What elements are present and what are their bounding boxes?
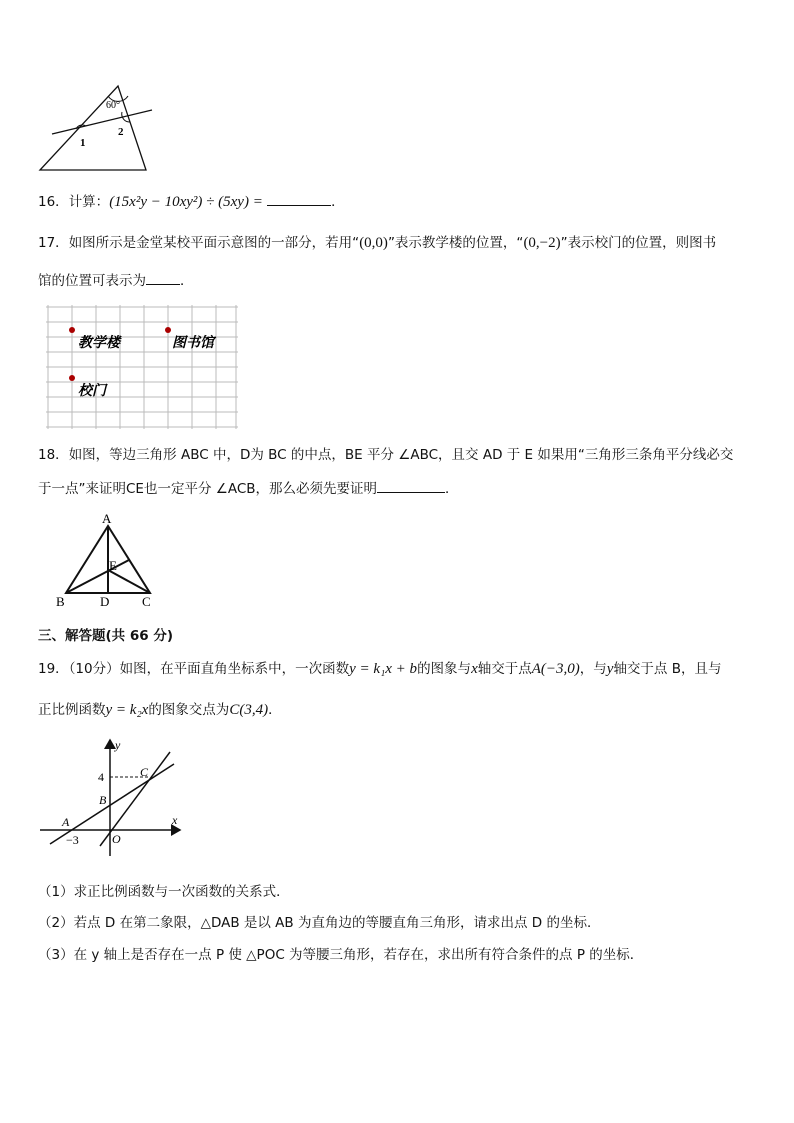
label-E: E: [109, 558, 117, 573]
angle-60-label: 60°: [106, 100, 120, 111]
q19-sub1: （1）求正比例函数与一次函数的关系式．: [38, 884, 290, 900]
point-C-label: C: [140, 765, 149, 779]
q18-line2: 于一点”来证明CE也一定平分 ∠ACB，那么必须先要证明: [38, 481, 378, 497]
y-axis-label: y: [115, 738, 121, 752]
q19-yaxis: y: [606, 661, 614, 677]
q17-text-c: ”表示校门的位置，则图书: [560, 235, 717, 251]
q16-number: 16．: [38, 194, 69, 210]
question-17-line1: [38, 233, 716, 253]
transversal-line: [52, 110, 152, 134]
teaching-building-dot: [69, 327, 75, 333]
q19-pointC: C(3,4): [229, 702, 269, 718]
q16-prefix: 计算：: [68, 194, 110, 210]
q16-suffix: ．: [331, 194, 345, 210]
section-3-title: 三、解答题(共 66 分): [38, 628, 174, 644]
question-16: [38, 191, 345, 212]
q17-number: 17．: [38, 235, 69, 251]
x-axis-label: x: [172, 813, 178, 827]
label-B: B: [56, 594, 65, 609]
q19-fn1: y = k₁x + b: [349, 661, 418, 677]
library-dot: [165, 327, 171, 333]
q17-suffix: ．: [180, 273, 194, 289]
q19-line2c: ．: [268, 702, 282, 718]
q19-points: （10分）: [68, 661, 120, 677]
label-D: D: [100, 594, 110, 609]
q19-number: 19．: [38, 661, 69, 677]
q19-line1c: 轴交于点: [477, 661, 532, 677]
question-19-line1: [38, 659, 722, 679]
q19-xaxis: x: [471, 661, 478, 677]
label-C: C: [142, 594, 151, 609]
school-gate-dot: [69, 375, 75, 381]
q16-expression: (15x²y − 10xy²) ÷ (5xy) =: [109, 194, 263, 210]
library-label: 图书馆: [172, 335, 214, 351]
q19-line2b: 的图象交点为: [148, 702, 230, 718]
q19-coordinate-graph: [38, 734, 188, 860]
q18-line1: 如图，等边三角形 ABC 中，D为 BC 的中点，BE 平分 ∠ABC，且交 AD 于 E 如果用“三角形三条角平分线必交: [68, 447, 734, 463]
q17-coord2: (0,−2): [523, 235, 561, 251]
q17-answer-blank[interactable]: [146, 270, 180, 285]
tick-neg3: −3: [66, 833, 79, 847]
map-grid: [46, 305, 238, 429]
point-B-label: B: [99, 793, 107, 807]
q19-sub3: （3）在 y 轴上是否存在一点 P 使 △POC 为等腰三角形，若存在，求出所有符合条件的点 P 的坐标．: [38, 947, 644, 963]
q19-line1a: 如图，在平面直角坐标系中，一次函数: [119, 661, 350, 677]
q17-line2: 馆的位置可表示为: [38, 273, 146, 289]
q17-campus-map: [46, 305, 240, 429]
q19-line1b: 的图象与: [417, 661, 472, 677]
q19-pointA: A(−3,0): [531, 661, 580, 677]
q19-line1e: 轴交于点 B，且与: [613, 661, 722, 677]
q17-text-b: ”表示教学楼的位置，“: [387, 235, 524, 251]
q18-answer-blank[interactable]: [377, 478, 445, 493]
q18-suffix: ．: [445, 481, 459, 497]
question-18-line1: [38, 445, 733, 465]
origin-label: O: [112, 832, 121, 846]
q18-triangle-figure: [54, 510, 164, 612]
q17-coord1: (0,0): [359, 235, 388, 251]
q16-answer-blank[interactable]: [267, 191, 331, 206]
angle-2-label: 2: [118, 126, 124, 138]
q19-line2a: 正比例函数: [38, 702, 106, 718]
question-19-line2: [38, 700, 282, 720]
question-18-line2: [38, 478, 459, 499]
q19-sub2: （2）若点 D 在第二象限，△DAB 是以 AB 为直角边的等腰直角三角形，请求出点 D 的坐标．: [38, 915, 601, 931]
label-A: A: [102, 511, 112, 526]
question-17-line2: [38, 270, 194, 291]
q19-line1d: ，与: [579, 661, 607, 677]
angle-1-label: 1: [80, 137, 86, 149]
tick-4: 4: [98, 770, 104, 784]
q15-triangle-figure: [36, 82, 156, 174]
teaching-building-label: 教学楼: [78, 335, 120, 351]
q19-fn2: y = k₂x: [105, 702, 149, 718]
point-A-label: A: [62, 815, 70, 829]
q17-text-a: 如图所示是金堂某校平面示意图的一部分，若用“: [68, 235, 360, 251]
triangle: [40, 86, 146, 170]
school-gate-label: 校门: [78, 383, 106, 399]
q18-number: 18．: [38, 447, 69, 463]
